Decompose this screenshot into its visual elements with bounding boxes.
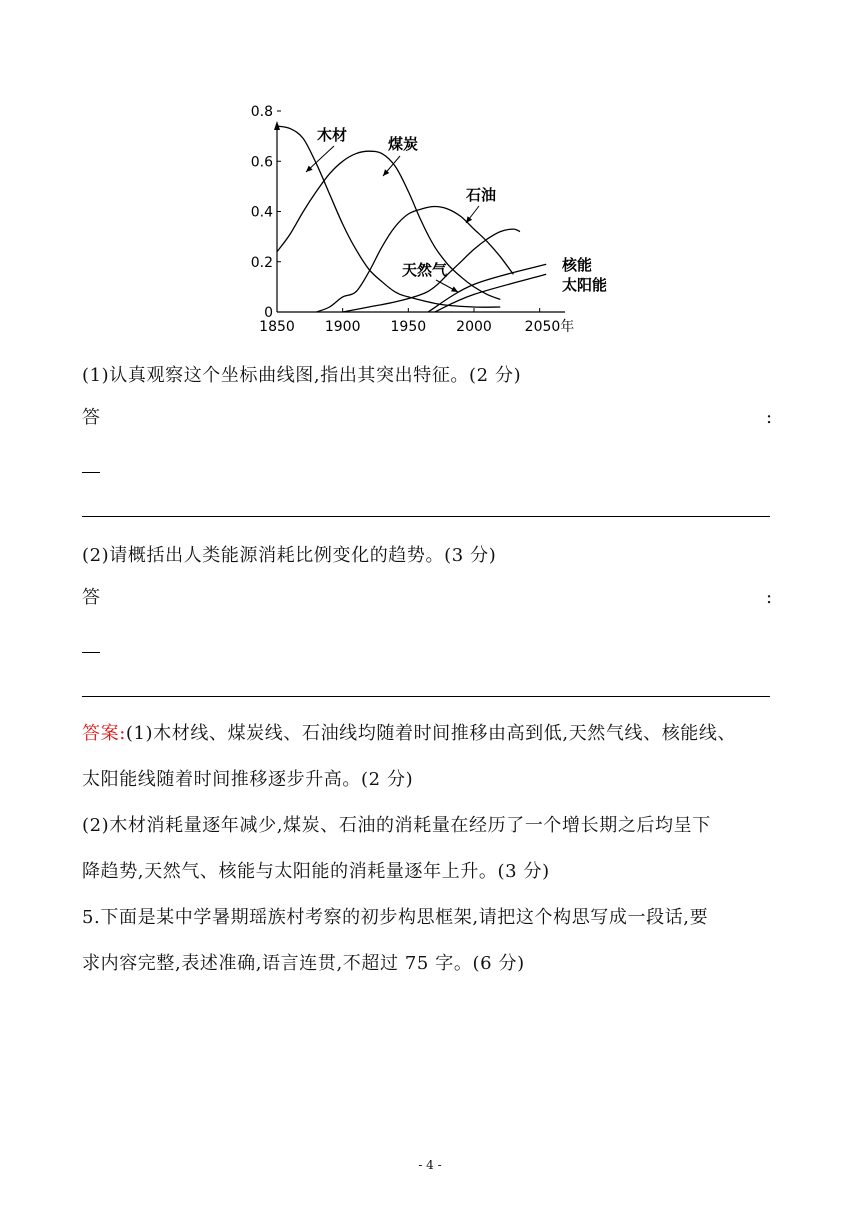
y-axis-arrow [274,121,280,130]
y-tick-label: 0.8 [250,104,273,120]
y-tick-label: 0.2 [250,254,273,271]
answer-dash-1 [82,472,100,473]
series-wood-line [277,126,500,307]
answer-key-text-1: (1)木材线、煤炭线、石油线均随着时间推移由高到低,天然气线、核能线、 [125,723,737,744]
answer-key-line-2: 太阳能线随着时间推移逐步升高。(2 分) [82,769,414,790]
answer-line-1[interactable] [82,516,770,517]
energy-consumption-chart [240,104,620,340]
series-label-nuclear: 核能 [562,256,593,274]
series-label-oil: 石油 [466,186,497,204]
series-coal-line [277,151,500,299]
x-tick-label: 1850 [259,319,295,335]
answer-dash-2 [82,652,100,653]
answer-prefix-2: 答 [82,587,100,608]
y-tick-label: 0.4 [250,204,273,221]
question-5-line-1: 5.下面是某中学暑期瑶族村考察的初步构思框架,请把这个构思写成一段话,要 [82,907,709,928]
y-tick-label: 0.6 [250,154,273,171]
series-label-gas: 天然气 [402,261,448,279]
question-5-line-2: 求内容完整,表述准确,语言连贯,不超过 75 字。(6 分) [82,953,525,974]
chart-series [277,126,546,312]
x-tick-label: 1900 [324,319,361,335]
answer-colon-2: : [766,587,773,608]
answer-line-2[interactable] [82,696,770,697]
answer-key-line-3: (2)木材消耗量逐年减少,煤炭、石油的消耗量在经历了一个增长期之后均呈下 [82,815,711,836]
answer-colon-1: : [766,407,773,428]
y-tick-label: 0 [264,305,273,321]
answer-key-line-4: 降趋势,天然气、核能与太阳能的消耗量逐年上升。(3 分) [82,861,550,882]
series-solar-line [435,274,547,312]
chart-labels [306,126,607,294]
question-1: (1)认真观察这个坐标曲线图,指出其突出特征。(2 分) [82,365,522,386]
series-label-solar: 太阳能 [562,276,608,294]
answer-key-label: 答案: [82,723,126,744]
series-arrowhead-oil [466,216,472,223]
page-number: - 4 - [418,1158,442,1172]
x-tick-label: 2000 [456,319,492,335]
answer-key-line-1 [82,716,782,752]
question-2: (2)请概括出人类能源消耗比例变化的趋势。(3 分) [82,545,497,566]
series-label-coal: 煤炭 [388,135,419,153]
x-tick-label: 1950 [390,319,427,335]
answer-prefix-1: 答 [82,407,100,428]
series-label-wood: 木材 [317,126,348,144]
x-tick-label: 2050年 [524,319,575,335]
